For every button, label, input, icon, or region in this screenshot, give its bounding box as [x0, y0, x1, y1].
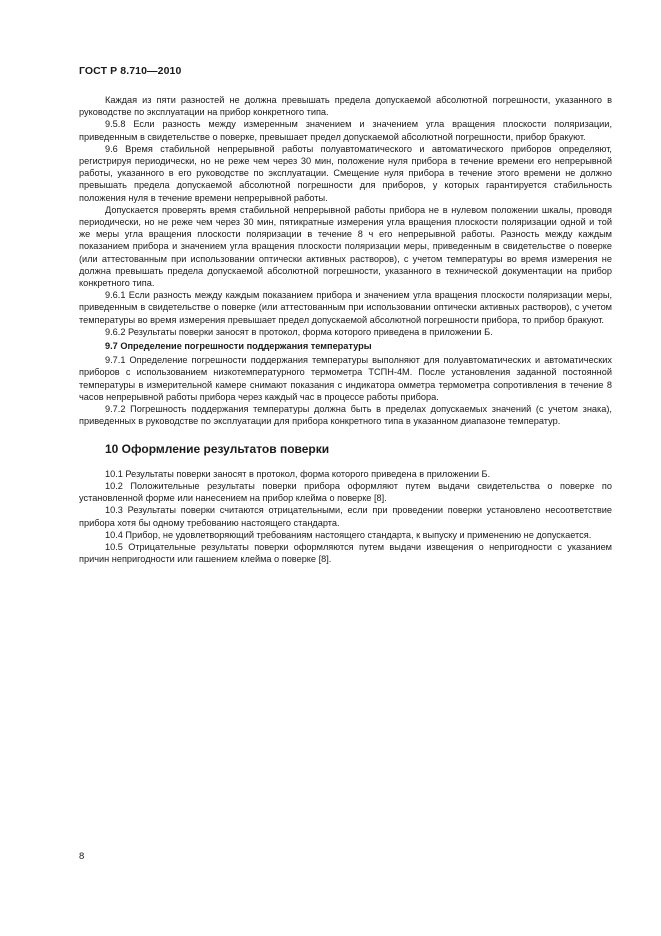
- page-body: [79, 94, 612, 565]
- paragraph: 9.7.2 Погрешность поддержания температуры должна быть в пределах допускаемых значений (с учетом знака), приведенных в руководстве по эксплуатации для прибора конкретного типа в указанном диапазоне температур.: [79, 404, 612, 427]
- paragraph: 10.1 Результаты поверки заносят в протокол, форма которого приведена в приложении Б.: [105, 468, 491, 479]
- paragraph: 9.6.2 Результаты поверки заносят в протокол, форма которого приведена в приложении Б.: [105, 326, 493, 337]
- paragraph: 9.7.1 Определение погрешности поддержания температуры выполняют для полуавтоматических и автоматических приборов с использованием низкотемпературного термометра ТСПН-4М. После установления заданной постоянной температуры в измерительной камере снимают показания с индикатора омметра термометра сопротивления в течение 8 часов непрерывной работы прибора через каждый час в процессе работы прибора.: [79, 355, 612, 402]
- paragraph: 10.5 Отрицательные результаты поверки оформляются путем выдачи извещения о непригодности с указанием причин непригодности или гашением клейма о поверке [8].: [79, 541, 612, 565]
- paragraph: 10.3 Результаты поверки считаются отрицательными, если при проведении поверки установлено несоответствие прибора хотя бы одному требованию настоящего стандарта.: [79, 505, 612, 528]
- section-heading: 10 Оформление результатов поверки: [105, 442, 330, 457]
- paragraph: 9.6 Время стабильной непрерывной работы полуавтоматического и автоматического приборов определяют, регистрируя периодически, но не реже чем через 30 мин, положение нуля прибора в течение времени его непрерывной работы, указанного в его руководстве по эксплуатации. Смещение нуля прибора в течение этого времени не должно превышать предела допускаемой абсолютной погрешности для приборов, у которых гарантируется стабильность положения нуля в течение времени непрерывной работы.: [79, 143, 612, 203]
- paragraph: 10.4 Прибор, не удовлетворяющий требованиям настоящего стандарта, к выпуску и применению не допускается.: [105, 529, 592, 540]
- paragraph: Допускается проверять время стабильной непрерывной работы прибора не в нулевом положении шкалы, проводя периодически, но не реже чем через 30 мин, пятикратные измерения угла вращения плоскости поляризации одной и той же меры угла вращения плоскости поляризации в течение 8 ч его непрерывной работы. Разность между каждым показанием прибора и значением угла вращения плоскости поляризации меры, приведенным в свидетельстве о поверке (или аттестованным при использовании оптически активных растворов), с учетом температуры во время измерения не должна превышать предела допускаемой абсолютной погрешности, указанного в технической документации на прибор конкретного типа.: [79, 204, 612, 289]
- standard-header: ГОСТ Р 8.710—2010: [79, 65, 182, 77]
- paragraph: 9.6.1 Если разность между каждым показанием прибора и значением угла вращения плоскости поляризации меры, приведенным в свидетельстве о поверке (или аттестованным при использовании оптически активных растворов), с учетом температуры во время измерения превышает предел допускаемой абсолютной погрешности прибора, то прибор бракуют.: [79, 290, 612, 325]
- paragraph: Каждая из пяти разностей не должна превышать предела допускаемой абсолютной погрешности, указанного в руководстве по эксплуатации на прибор конкретного типа.: [79, 95, 612, 118]
- paragraph: 9.5.8 Если разность между измеренным значением и значением угла вращения плоскости поляризации, приведенным в свидетельстве о поверке, превышает предел допускаемой абсолютной погрешности, прибор бракуют.: [79, 119, 612, 142]
- page-number: 8: [79, 851, 85, 862]
- paragraph: 10.2 Положительные результаты поверки прибора оформляют путем выдачи свидетельства о поверке по установленной форме или нанесением на прибор клейма о поверке [8].: [79, 480, 612, 504]
- subsection-heading: 9.7 Определение погрешности поддержания температуры: [105, 341, 372, 352]
